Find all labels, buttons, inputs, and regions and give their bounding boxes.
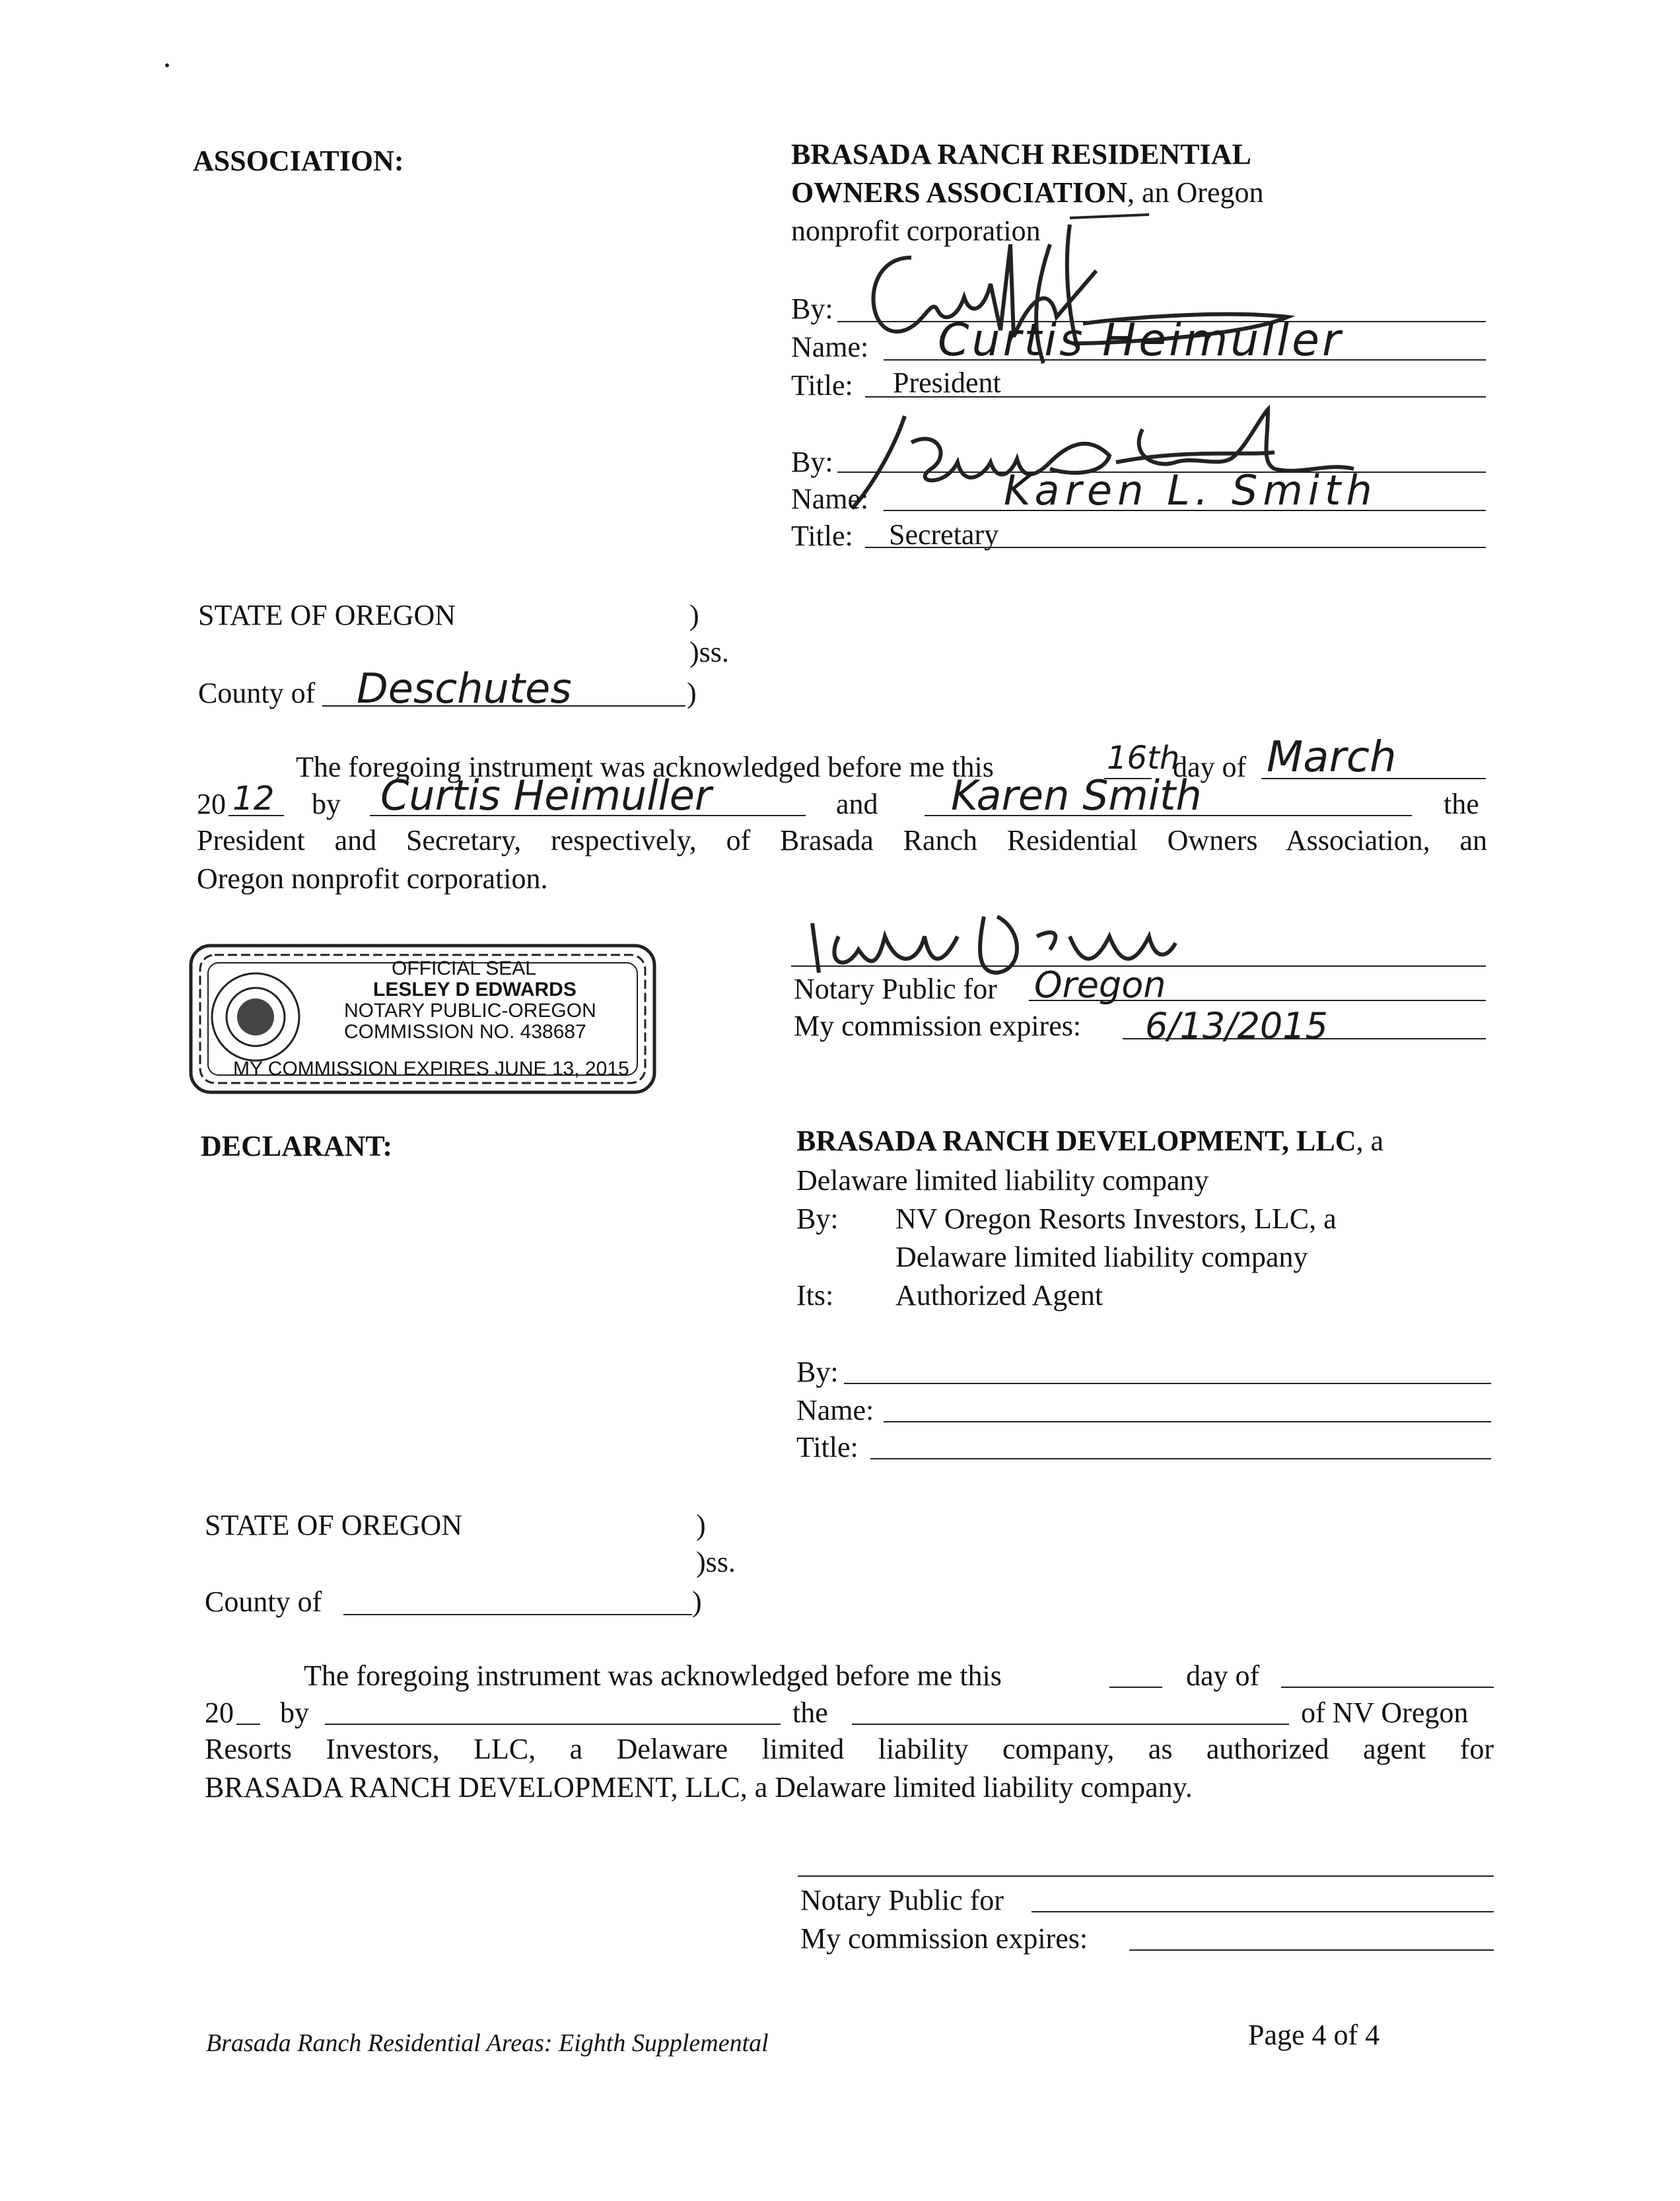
declarant-its-label: Its:	[796, 1279, 834, 1311]
ack-body-2-line-1: Resorts Investors, LLC, a Delaware limited liability company, as authorized agent for	[205, 1733, 1494, 1765]
ack-day-of-1: day of	[1173, 751, 1247, 783]
by-label-1: By:	[791, 293, 833, 325]
name-label-2: Name:	[791, 483, 869, 515]
ack-day-line-2[interactable]	[1109, 1687, 1162, 1688]
declarant-entity-line1	[796, 1127, 1383, 1156]
by-text-1: by	[312, 788, 341, 820]
county-label-1: County of	[198, 677, 316, 709]
and-value-1: Karen Smith	[951, 771, 1202, 820]
name-value-2: Karen L. Smith	[1004, 466, 1378, 514]
seal-line4: COMMISSION NO. 438687	[344, 1021, 586, 1043]
ss-2: )ss.	[696, 1546, 736, 1578]
the-text-2: the	[792, 1696, 828, 1729]
notary-public-label-2: Notary Public for	[800, 1884, 1004, 1916]
commission-label-2: My commission expires:	[800, 1922, 1088, 1955]
by-text-2: by	[280, 1696, 309, 1729]
by-value-1: Curtis Heimuller	[380, 771, 712, 820]
scan-speck	[165, 63, 169, 67]
ack-body-line-2: Oregon nonprofit corporation.	[197, 862, 548, 895]
paren-1a: )	[689, 599, 699, 631]
notary-seal	[182, 939, 664, 1099]
declarant-title-label: Title:	[796, 1431, 858, 1463]
year-value-1: 12	[232, 779, 275, 818]
title-value-2: Secretary	[889, 518, 999, 551]
association-entity-line3: nonprofit corporation	[791, 215, 1041, 247]
of-nv-text-2: of NV Oregon	[1301, 1696, 1469, 1729]
paren-2a: )	[696, 1509, 706, 1541]
ack-day-of-2: day of	[1186, 1659, 1260, 1692]
declarant-by-line[interactable]	[844, 1383, 1491, 1384]
entity-name-part: BRASADA RANCH RESIDENTIAL	[791, 138, 1251, 170]
seal-line3: NOTARY PUBLIC-OREGON	[344, 1000, 596, 1022]
ack-month-line-2[interactable]	[1281, 1687, 1494, 1688]
seal-line1: OFFICIAL SEAL	[392, 958, 536, 979]
commission-label-1: My commission expires:	[794, 1010, 1082, 1042]
and-text-1: and	[836, 788, 878, 820]
declarant-by-label: By:	[796, 1203, 839, 1235]
declarant-label: DECLARANT:	[201, 1130, 393, 1162]
commission-value-1: 6/13/2015	[1145, 1005, 1328, 1047]
association-entity-line2	[791, 178, 1264, 207]
declarant-by-line1: NV Oregon Resorts Investors, LLC, a	[895, 1203, 1337, 1235]
the-text-1: the	[1444, 788, 1479, 820]
ss-1: )ss.	[689, 636, 729, 668]
county-value-1: Deschutes	[357, 664, 572, 713]
association-label: ASSOCIATION:	[193, 145, 404, 177]
county-label-2: County of	[205, 1586, 322, 1618]
title-label-2: Title:	[791, 520, 853, 552]
declarant-name-label: Name:	[796, 1394, 874, 1426]
declarant-by-line2: Delaware limited liability company	[895, 1241, 1308, 1273]
entity-name-bold: OWNERS ASSOCIATION	[791, 176, 1127, 209]
ack-body-line-1: President and Secretary, respectively, of Brasada Ranch Residential Owners Association, an	[197, 824, 1487, 856]
state-of-oregon-1: STATE OF OREGON	[198, 599, 456, 631]
title-value-1: President	[893, 367, 1001, 399]
declarant-name-line[interactable]	[884, 1421, 1491, 1422]
title-label-1: Title:	[791, 369, 853, 402]
notary-public-value-1: Oregon	[1034, 964, 1166, 1006]
commission-line-2[interactable]	[1129, 1949, 1494, 1951]
seal-line5: MY COMMISSION EXPIRES JUNE 13, 2015	[233, 1058, 629, 1080]
county-paren-2: )	[692, 1586, 702, 1618]
county-line-2[interactable]	[343, 1614, 692, 1615]
by-value-line-2[interactable]	[325, 1724, 781, 1725]
by-label-2: By:	[791, 446, 833, 478]
declarant-entity-bold: BRASADA RANCH DEVELOPMENT, LLC	[796, 1125, 1356, 1157]
declarant-sig-by-label: By:	[796, 1356, 839, 1388]
notary-public-line-2[interactable]	[1032, 1911, 1494, 1912]
notary-public-label-1: Notary Public for	[794, 973, 997, 1005]
notary-signature-line-2[interactable]	[798, 1875, 1494, 1877]
year-prefix-2: 20	[205, 1696, 234, 1729]
ack-text-1: The foregoing instrument was acknowledged before me this	[296, 751, 994, 783]
ack-month-value-1: March	[1267, 733, 1397, 782]
year-line-2[interactable]	[236, 1724, 260, 1725]
declarant-entity-rest: , a	[1356, 1125, 1384, 1157]
name-value-1: Curtis Heimuller	[938, 314, 1343, 367]
declarant-title-line[interactable]	[870, 1458, 1491, 1459]
state-of-oregon-2: STATE OF OREGON	[205, 1509, 463, 1541]
entity-name-rest: , an Oregon	[1127, 176, 1264, 209]
association-entity-line1	[791, 140, 1251, 169]
ack-text-2: The foregoing instrument was acknowledged before me this	[304, 1659, 1002, 1692]
ack-body-2	[205, 1730, 1494, 1807]
county-paren-1: )	[687, 677, 697, 709]
ack-body-2-line-2: BRASADA RANCH DEVELOPMENT, LLC, a Delaware limited liability company.	[205, 1771, 1193, 1803]
ack-day-value-1: 16th	[1107, 740, 1180, 777]
name-label-1: Name:	[791, 331, 869, 363]
declarant-entity-line2: Delaware limited liability company	[796, 1164, 1209, 1197]
footer-document-title: Brasada Ranch Residential Areas: Eighth Supplemental	[206, 2029, 769, 2057]
footer-page-number: Page 4 of 4	[1248, 2019, 1380, 2051]
seal-line2: LESLEY D EDWARDS	[373, 979, 577, 1000]
declarant-its-value: Authorized Agent	[895, 1279, 1103, 1311]
ack-body-1	[197, 821, 1487, 898]
year-prefix-1: 20	[197, 788, 226, 820]
the-value-line-2[interactable]	[852, 1724, 1289, 1725]
